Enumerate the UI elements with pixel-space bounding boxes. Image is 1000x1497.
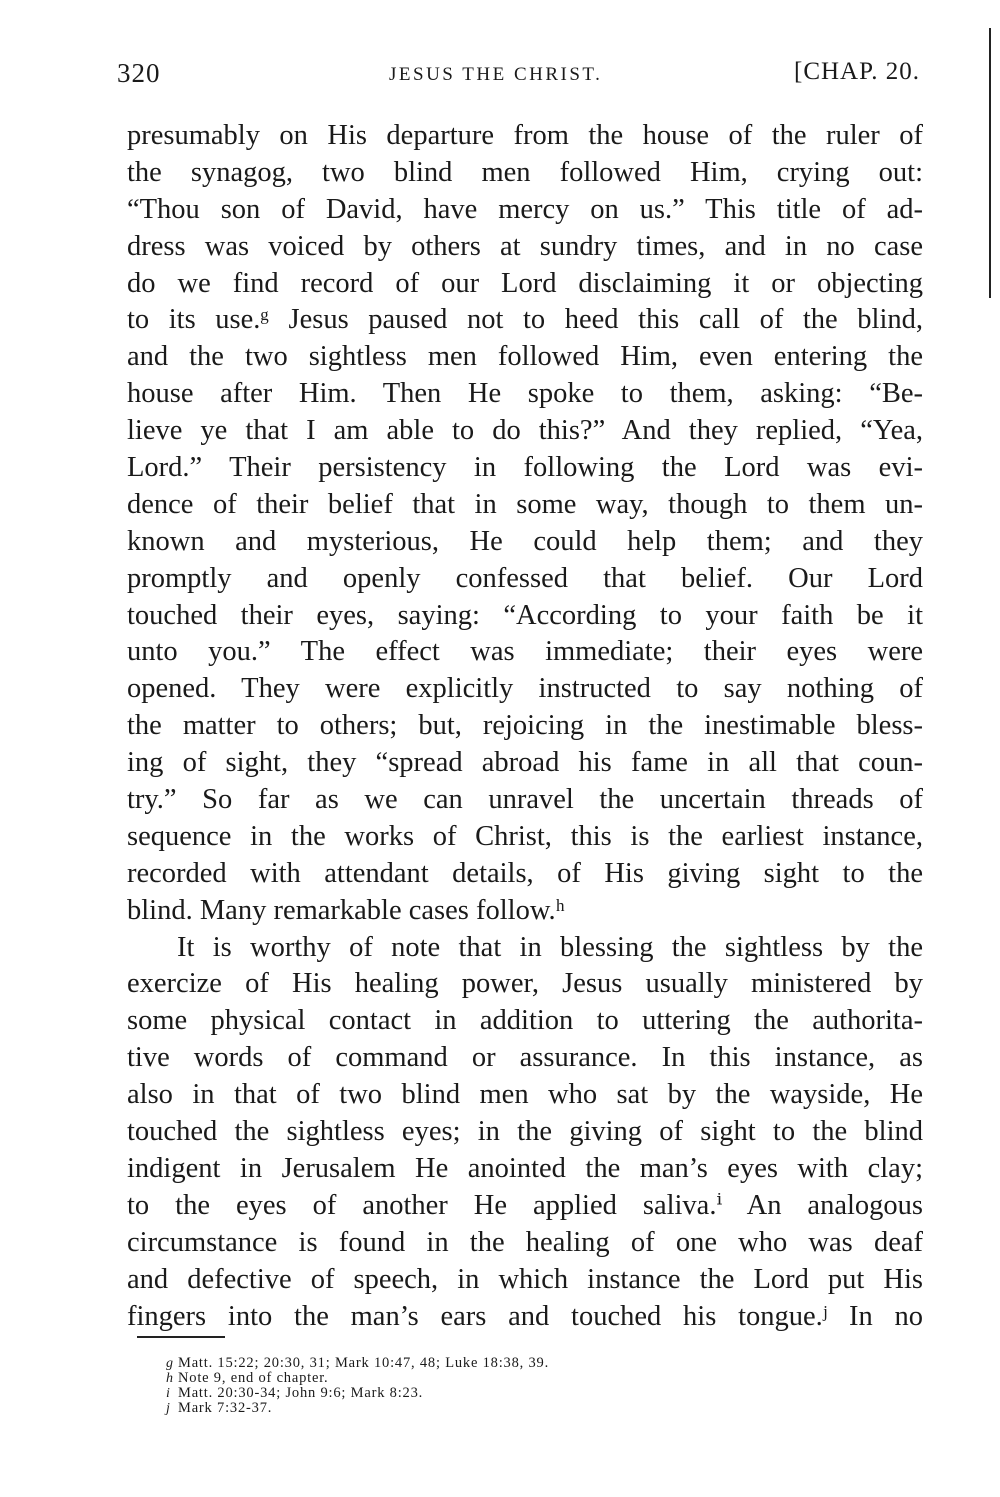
body-line: opened. They were explicitly instructed to say nothing of	[127, 673, 923, 705]
body-line: blind. Many remarkable cases follow.ʰ	[127, 894, 565, 926]
body-line: circumstance is found in the healing of one who was deaf	[127, 1226, 923, 1258]
body-line: indigent in Jerusalem He anointed the man’s eyes with clay;	[127, 1152, 923, 1184]
footnote-mark: h	[166, 1371, 174, 1386]
body-line: Lord.” Their persistency in following the Lord was evi-	[127, 452, 923, 484]
running-title: JESUS THE CHRIST.	[389, 64, 603, 85]
chapter-label: [CHAP. 20.	[794, 58, 920, 85]
body-line: presumably on His departure from the house of the ruler of	[127, 120, 923, 151]
body-line: ing of sight, they “spread abroad his fame in all that coun-	[127, 747, 923, 779]
body-line: unto you.” The effect was immediate; their eyes were	[127, 636, 923, 668]
body-line: known and mysterious, He could help them; and they	[127, 525, 923, 557]
body-line: touched their eyes, saying: “According to your faith be it	[127, 599, 923, 631]
body-text	[127, 118, 923, 1335]
footnotes	[166, 1355, 872, 1416]
footnote-divider	[137, 1336, 225, 1338]
footnote	[166, 1400, 872, 1416]
body-line: exercize of His healing power, Jesus usually ministered by	[127, 968, 923, 1000]
body-line: to its use.ᵍ Jesus paused not to heed this call of the blind,	[127, 304, 923, 336]
footnote-mark: i	[166, 1386, 171, 1401]
body-line: touched the sightless eyes; in the giving of sight to the blind	[127, 1116, 923, 1148]
body-line: try.” So far as we can unravel the uncertain threads of	[127, 784, 923, 816]
page-header	[117, 58, 920, 94]
footnote	[166, 1370, 872, 1386]
body-line: and the two sightless men followed Him, even entering the	[127, 341, 923, 373]
body-line: dress was voiced by others at sundry times, and in no case	[127, 230, 923, 262]
page-edge-rule	[989, 28, 991, 298]
footnote	[166, 1385, 872, 1401]
body-line: promptly and openly confessed that belief. Our Lord	[127, 562, 923, 594]
body-line: to the eyes of another He applied saliva.ⁱ An analogous	[127, 1189, 923, 1221]
footnote-text: Matt. 20:30-34; John 9:6; Mark 8:23.	[178, 1385, 424, 1401]
body-line: and defective of speech, in which instance the Lord put His	[127, 1263, 923, 1295]
body-line: some physical contact in addition to uttering the authorita-	[127, 1005, 923, 1037]
body-line: house after Him. Then He spoke to them, asking: “Be-	[127, 378, 923, 410]
body-line: It is worthy of note that in blessing the sightless by the	[177, 931, 923, 963]
footnote-mark: j	[166, 1401, 171, 1416]
body-line: also in that of two blind men who sat by the wayside, He	[127, 1079, 923, 1111]
body-line: fingers into the man’s ears and touched his tongue.ʲ In no	[127, 1300, 923, 1332]
footnote-mark: g	[166, 1356, 174, 1371]
footnote-text: Matt. 15:22; 20:30, 31; Mark 10:47, 48; Luke 18:38, 39.	[178, 1355, 550, 1371]
footnote-text: Mark 7:32-37.	[178, 1400, 273, 1416]
page-number: 320	[117, 58, 161, 88]
body-line: “Thou son of David, have mercy on us.” This title of ad-	[127, 193, 923, 225]
body-line: the matter to others; but, rejoicing in the inestimable bless-	[127, 710, 923, 742]
body-line: lieve ye that I am able to do this?” And they replied, “Yea,	[127, 415, 923, 447]
body-line: do we find record of our Lord disclaiming it or objecting	[127, 267, 923, 299]
footnote-text: Note 9, end of chapter.	[178, 1370, 329, 1386]
body-line: tive words of command or assurance. In this instance, as	[127, 1042, 923, 1074]
body-line: the synagog, two blind men followed Him, crying out:	[127, 156, 923, 188]
body-line: dence of their belief that in some way, though to them un-	[127, 488, 923, 520]
body-line: recorded with attendant details, of His giving sight to the	[127, 857, 923, 889]
footnote	[166, 1355, 872, 1371]
body-line: sequence in the works of Christ, this is the earliest instance,	[127, 820, 923, 852]
